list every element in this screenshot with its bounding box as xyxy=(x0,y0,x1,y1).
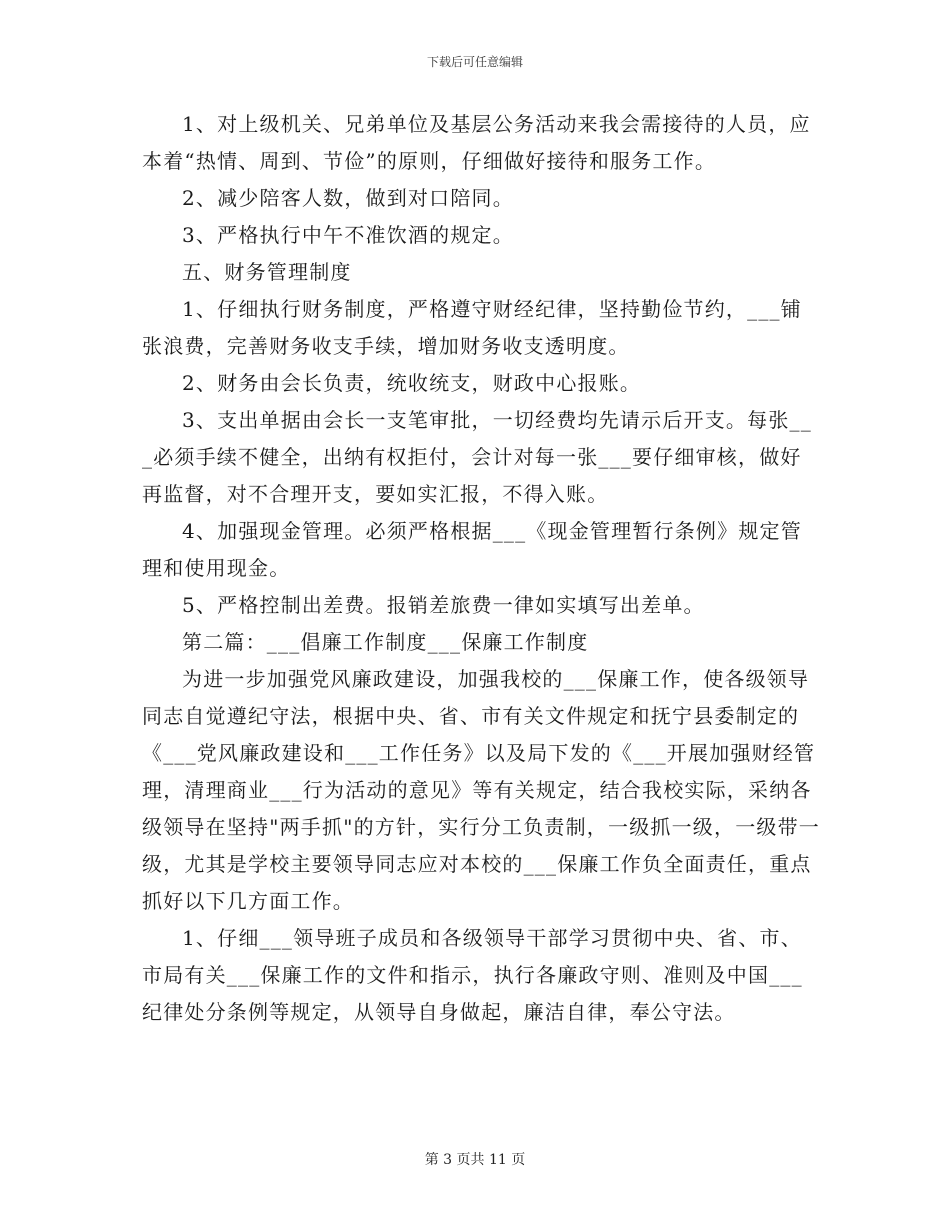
document-body xyxy=(142,106,822,1031)
page-number: 第 3 页共 11 页 xyxy=(424,1152,526,1168)
paragraph-leadership-study: 1、仔细___领导班子成员和各级领导干部学习贯彻中央、省、市、市局有关___保廉工作的文件和指示，执行各廉政守则、准则及中国___纪律处分条例等规定，从领导自身做起，廉洁自律，奉公守法。 xyxy=(142,926,803,1024)
page-header: 下载后可任意编辑 xyxy=(426,55,523,69)
paragraph-cash-management: 4、加强现金管理。必须严格根据___《现金管理暂行条例》规定管理和使用现金。 xyxy=(142,519,802,580)
paragraph-reduce-escorts: 2、减少陪客人数，做到对口陪同。 xyxy=(182,186,514,210)
paragraph-travel-expense: 5、严格控制出差费。报销差旅费一律如实填写出差单。 xyxy=(182,593,705,617)
section-heading-part-two: 第二篇：___倡廉工作制度___保廉工作制度 xyxy=(182,630,589,654)
paragraph-integrity-intro: 为进一步加强党风廉政建设，加强我校的___保廉工作，使各级领导同志自觉遵纪守法，根据中央、省、市有关文件规定和抚宁县委制定的《___党风廉政建设和___工作任务》以及局下发的《___开展加强财经管理，清理商业___行为活动的意见》等有关规定，结合我校实际，采纳各级领导在坚持"两手抓"的方针，实行分工负责制，一级抓一级，一级带一级，尤其是学校主要领导同志应对本校的___保廉工作负全面责任，重点抓好以下几方面工作。 xyxy=(142,667,820,913)
section-heading-finance: 五、财务管理制度 xyxy=(182,260,352,284)
paragraph-finance-rules: 1、仔细执行财务制度，严格遵守财经纪律，坚持勤俭节约，___铺张浪费，完善财务收支手续，增加财务收支透明度。 xyxy=(142,297,802,358)
paragraph-no-alcohol-noon: 3、严格执行中午不准饮酒的规定。 xyxy=(182,223,514,247)
paragraph-expense-approval: 3、支出单据由会长一支笔审批，一切经费均先请示后开支。每张___必须手续不健全，出纳有权拒付，会计对每一张___要仔细审核，做好再监督，对不合理开支，要如实汇报，不得入账。 xyxy=(142,408,812,506)
paragraph-reception-staff: 1、对上级机关、兄弟单位及基层公务活动来我会需接待的人员，应本着“热情、周到、节俭”的原则，仔细做好接待和服务工作。 xyxy=(142,112,811,173)
paragraph-finance-responsibility: 2、财务由会长负责，统收统支，财政中心报账。 xyxy=(182,371,642,395)
